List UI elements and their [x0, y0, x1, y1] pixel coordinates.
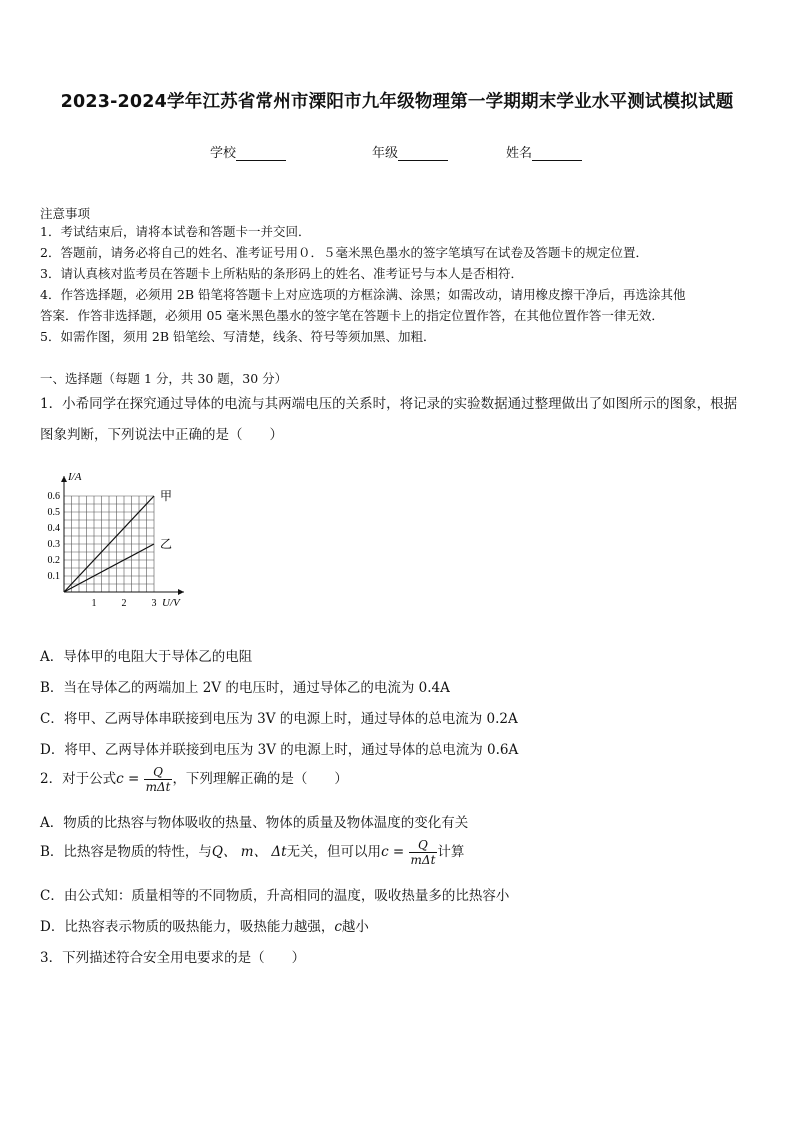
question-2-stem [40, 765, 760, 794]
q2-optd-pre: D．比热容表示物质的吸热能力，吸热能力越强， [40, 919, 335, 935]
series-label-2: 乙 [160, 537, 173, 551]
q2-option-a: A．物质的比热容与物体吸收的热量、物体的质量及物体温度的变化有关 [40, 815, 469, 831]
notice-item: 5．如需作图，须用 2B 铅笔绘、写清楚，线条、符号等须加黑、加粗． [40, 329, 436, 344]
fraction-denominator: mΔt [145, 780, 171, 794]
q2-optd-post: 越小 [341, 919, 369, 935]
y-axis-label: I/A [68, 471, 82, 483]
q2-optb-pre: B．比热容是物质的特性，与 [40, 844, 212, 860]
name-label: 姓名 [506, 146, 533, 161]
q2-option-d [40, 915, 760, 935]
q2-formula-fraction [144, 765, 173, 794]
name-field [506, 142, 582, 161]
grade-field [372, 142, 448, 161]
notice-item: 4．作答选择题，必须用 2B 铅笔将答题卡上对应选项的方框涂满、涂黑；如需改动，请用橡皮擦干净后，再选涂其他 [40, 287, 686, 302]
y-tick-label: 0.5 [47, 507, 60, 518]
q2-optb-fraction [409, 838, 438, 867]
q2-optb-mid: 无关，但可以用 [286, 844, 382, 860]
section-heading: 一、选择题（每题 1 分，共 30 题，30 分） [40, 371, 288, 386]
fraction-numerator: Q [409, 838, 438, 853]
y-tick-label: 0.1 [47, 571, 60, 582]
grade-blank [398, 148, 448, 161]
x-tick-label: 3 [151, 598, 157, 609]
iu-graph [40, 470, 210, 620]
fraction-denominator: mΔt [410, 853, 436, 867]
q2-optb-vars: Q、 m、 Δt [211, 844, 287, 860]
y-axis-arrow [61, 476, 67, 482]
q2-stem-pre: 2．对于公式 [40, 771, 117, 787]
y-tick-label: 0.4 [47, 523, 60, 534]
y-tick-label: 0.2 [47, 555, 60, 566]
y-tick-label: 0.6 [47, 491, 60, 502]
q1-option-c: C．将甲、乙两导体串联接到电压为 3V 的电源上时，通过导体的总电流为 0.2A [40, 711, 518, 727]
x-tick-label: 2 [121, 598, 127, 609]
q1-option-d: D．将甲、乙两导体并联接到电压为 3V 的电源上时，通过导体的总电流为 0.6A [40, 742, 519, 758]
q2-optb-post: 计算 [437, 844, 465, 860]
x-axis-label: U/V [162, 597, 180, 609]
school-label: 学校 [210, 146, 237, 161]
question-1-line1: 1．小希同学在探究通过导体的电流与其两端电压的关系时，将记录的实验数据通过整理做出了如图所示的图象，根据 [40, 396, 738, 412]
q2-option-c: C．由公式知：质量相等的不同物质，升高相同的温度，吸收热量多的比热容小 [40, 888, 510, 904]
school-blank [236, 148, 286, 161]
notice-item: 答案．作答非选择题，必须用 05 毫米黑色墨水的签字笔在答题卡上的指定位置作答，在其他位置作答一律无效． [40, 308, 664, 323]
q1-option-a: A．导体甲的电阻大于导体乙的电阻 [40, 649, 253, 665]
grade-label: 年级 [372, 146, 399, 161]
notice-item: 3．请认真核对监考员在答题卡上所粘贴的条形码上的姓名、准考证号与本人是否相符． [40, 266, 523, 281]
notice-item: 1．考试结束后，请将本试卷和答题卡一并交回． [40, 224, 311, 239]
question-1-line2: 图象判断，下列说法中正确的是（ ） [40, 427, 283, 443]
question-3-stem: 3．下列描述符合安全用电要求的是（ ） [40, 950, 306, 966]
q2-optd-var: c [334, 919, 342, 935]
y-tick-label: 0.3 [47, 539, 60, 550]
q1-option-b: B．当在导体乙的两端加上 2V 的电压时，通过导体乙的电流为 0.4A [40, 680, 450, 696]
fraction-numerator: Q [144, 765, 173, 780]
q2-optb-formula-lhs: c = [381, 844, 405, 860]
x-axis-arrow [178, 589, 184, 595]
q2-option-b [40, 838, 760, 867]
page-title: 2023-2024学年江苏省常州市溧阳市九年级物理第一学期期末学业水平测试模拟试题 [60, 92, 734, 112]
series-label-1: 甲 [160, 489, 173, 503]
school-field [210, 142, 286, 161]
x-tick-label: 1 [91, 598, 97, 609]
notice-item: 2．答题前，请务必将自己的姓名、准考证号用０．５毫米黑色墨水的签字笔填写在试卷及答题卡的规定位置． [40, 245, 648, 260]
name-blank [532, 148, 582, 161]
notice-heading: 注意事项 [40, 206, 91, 221]
q2-formula-lhs: c = [116, 771, 140, 787]
q2-stem-post: ，下列理解正确的是（ ） [172, 771, 348, 787]
